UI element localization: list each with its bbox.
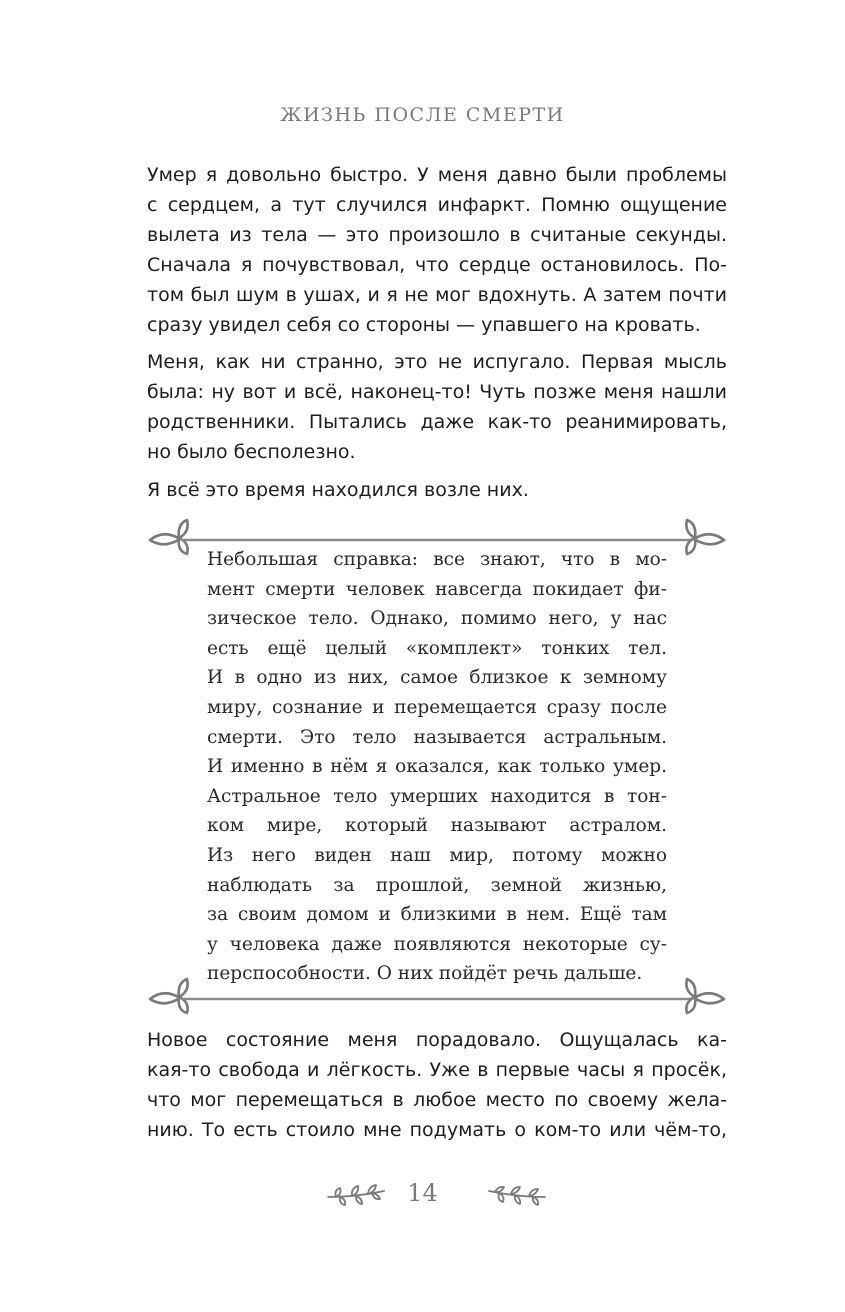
note-line: Астральное тело умерших находится в тон-	[207, 785, 667, 807]
text-line: Меня, как ни странно, это не испугало. Первая мысль	[147, 351, 727, 373]
paragraph-1	[147, 160, 727, 340]
note-line: ком мире, который называют астралом.	[207, 815, 667, 837]
running-head-title: ЖИЗНЬ ПОСЛЕ СМЕРТИ	[280, 104, 565, 126]
text-line: Я всё это время находился возле них.	[147, 479, 529, 501]
text-line: нию. То есть стоило мне подумать о ком-то или чём-то,	[147, 1119, 727, 1141]
text-line: сразу увидел себя со стороны — упавшего на кровать.	[147, 314, 701, 336]
note-line: есть ещё целый «комплект» тонких тел.	[207, 637, 667, 659]
note-line: миру, сознание и перемещается сразу после	[207, 696, 667, 718]
note-box	[207, 545, 667, 989]
note-line: мент смерти человек навсегда покидает фи-	[207, 578, 667, 600]
text-line: Умер я довольно быстро. У меня давно были проблемы	[147, 164, 727, 186]
divider-bottom	[146, 976, 728, 1016]
note-line: за своим домом и близкими в нем. Ещё там	[207, 904, 667, 926]
text-line: с сердцем, а тут случился инфаркт. Помню ощущение	[147, 194, 727, 216]
text-line: родственники. Пытались даже как-то реанимировать,	[147, 411, 727, 433]
text-line: том был шум в ушах, и я не мог вдохнуть. А затем почти	[147, 284, 727, 306]
text-line: но было бесполезно.	[147, 441, 356, 463]
leaf-sprig-icon	[686, 979, 724, 1013]
text-line: что мог перемещаться в любое место по своему жела-	[147, 1089, 727, 1111]
leaf-branch-icon	[487, 1181, 547, 1209]
note-line: у человека даже появляются некоторые су-	[207, 933, 667, 955]
note-line: Небольшая справка: все знают, что в мо-	[207, 549, 667, 570]
text-line: Сначала я почувствовал, что сердце остановилось. По-	[147, 254, 727, 276]
text-line: кая-то свобода и лёгкость. Уже в первые часы я просёк,	[147, 1059, 727, 1081]
text-line: вылета из тела — это произошло в считаные секунды.	[147, 224, 727, 246]
paragraph-2	[147, 347, 727, 467]
text-line: была: ну вот и всё, наконец-то! Чуть позже меня нашли	[147, 381, 727, 403]
note-line: наблюдать за прошлой, земной жизнью,	[207, 874, 667, 896]
note-line: смерти. Это тело называется астральным.	[207, 726, 667, 748]
note-line: И в одно из них, самое близкое к земному	[207, 667, 667, 689]
page-number: 14	[407, 1179, 438, 1207]
paragraph-4	[147, 1025, 727, 1145]
leaf-sprig-icon	[686, 520, 724, 554]
leaf-sprig-icon	[150, 520, 188, 554]
paragraph-3	[147, 475, 727, 505]
text-line: Новое состояние меня порадовало. Ощущалась ка-	[147, 1029, 727, 1051]
page-footer	[0, 1175, 845, 1215]
note-line: зическое тело. Однако, помимо него, у нас	[207, 608, 667, 630]
note-line: И именно в нём я оказался, как только умер.	[207, 756, 667, 778]
leaf-sprig-icon	[150, 979, 188, 1013]
note-line: перспособности. О них пойдёт речь дальше.	[207, 963, 643, 985]
note-line: Из него виден наш мир, потому можно	[207, 844, 667, 866]
